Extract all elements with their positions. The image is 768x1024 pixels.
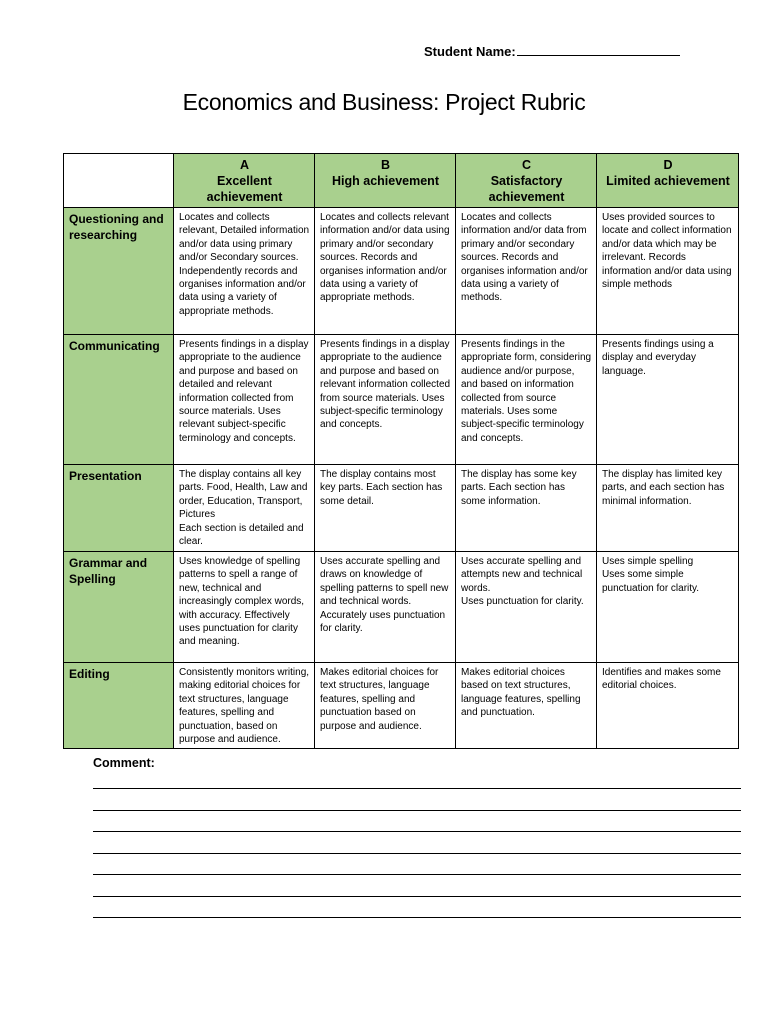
- descriptor-cell: The display contains most key parts. Each section has some detail.: [315, 465, 456, 552]
- descriptor-cell: Uses knowledge of spelling patterns to spell a range of new, technical and increasingly complex words, with accuracy. Effectively uses punctuation for clarity and meaning.: [174, 552, 315, 663]
- criterion-label: Questioning and researching: [64, 208, 174, 335]
- descriptor-cell: Uses accurate spelling and attempts new and technical words. Uses punctuation for clarity.: [456, 552, 597, 663]
- comment-label: Comment:: [93, 756, 155, 770]
- descriptor-cell: Consistently monitors writing, making editorial choices for text structures, language features, spelling and punctuation, based on purpose and audience.: [174, 663, 315, 749]
- rubric-row-communicating: [64, 335, 739, 465]
- descriptor-cell: Presents findings in a display appropriate to the audience and purpose and based on detailed and relevant information collected from source materials. Uses relevant subject-specific terminology and concepts.: [174, 335, 315, 465]
- descriptor-cell: The display has some key parts. Each section has some information.: [456, 465, 597, 552]
- criterion-label: Communicating: [64, 335, 174, 465]
- grade-header-b: [315, 154, 456, 208]
- descriptor-cell: Uses provided sources to locate and collect information and/or data which may be irrelevant. Records information and/or data using simple methods: [597, 208, 739, 335]
- descriptor-cell: The display contains all key parts. Food, Health, Law and order, Education, Transport, Pictures Each section is detailed and clear.: [174, 465, 315, 552]
- descriptor-cell: Presents findings using a display and everyday language.: [597, 335, 739, 465]
- descriptor-cell: Locates and collects information and/or data from primary and/or secondary sources. Records and organises information and/or data using a variety of methods.: [456, 208, 597, 335]
- grade-letter: D: [663, 158, 673, 172]
- descriptor-cell: Identifies and makes some editorial choices.: [597, 663, 739, 749]
- descriptor-cell: Presents findings in a display appropriate to the audience and purpose and based on relevant information collected from source materials. Uses subject-specific terminology and concepts.: [315, 335, 456, 465]
- grade-letter: B: [380, 158, 391, 172]
- rubric-row-grammar: [64, 552, 739, 663]
- grade-header-a: [174, 154, 315, 208]
- comment-line[interactable]: [93, 896, 741, 897]
- grade-header-d: [597, 154, 739, 208]
- descriptor-cell: The display has limited key parts, and each section has minimal information.: [597, 465, 739, 552]
- student-name-blank[interactable]: [517, 43, 680, 56]
- rubric-row-questioning: [64, 208, 739, 335]
- grade-label: Excellent achievement: [206, 174, 283, 204]
- descriptor-cell: Uses simple spelling Uses some simple punctuation for clarity.: [597, 552, 739, 663]
- criterion-label: Presentation: [64, 465, 174, 552]
- descriptor-cell: Makes editorial choices for text structures, language features, spelling and punctuation based on purpose and audience.: [315, 663, 456, 749]
- descriptor-cell: Uses accurate spelling and draws on knowledge of spelling patterns to spell new and technical words. Accurately uses punctuation for clarity.: [315, 552, 456, 663]
- grade-header-c: [456, 154, 597, 208]
- grade-header-row: [64, 154, 739, 208]
- comment-lines[interactable]: [93, 788, 741, 939]
- grade-label: Satisfactory achievement: [488, 174, 565, 204]
- criterion-label: Grammar and Spelling: [64, 552, 174, 663]
- comment-line[interactable]: [93, 917, 741, 918]
- student-name-label: Student Name:: [424, 44, 516, 59]
- rubric-row-editing: [64, 663, 739, 749]
- grade-letter: C: [521, 158, 532, 172]
- descriptor-cell: Presents findings in the appropriate form, considering audience and/or purpose, and based on information collected from source materials. Uses some subject-specific terminology and concepts.: [456, 335, 597, 465]
- grade-label: Limited achievement: [606, 174, 730, 188]
- comment-line[interactable]: [93, 874, 741, 875]
- comment-line[interactable]: [93, 788, 741, 789]
- student-name-field[interactable]: [424, 43, 680, 59]
- page-title: Economics and Business: Project Rubric: [182, 89, 586, 115]
- criterion-label: Editing: [64, 663, 174, 749]
- corner-cell: [64, 154, 174, 208]
- comment-line[interactable]: [93, 853, 741, 854]
- comment-line[interactable]: [93, 831, 741, 832]
- rubric-row-presentation: [64, 465, 739, 552]
- descriptor-cell: Makes editorial choices based on text structures, language features, spelling and punctuation.: [456, 663, 597, 749]
- rubric-table: [63, 153, 739, 749]
- grade-letter: A: [239, 158, 250, 172]
- grade-label: High achievement: [332, 174, 439, 188]
- descriptor-cell: Locates and collects relevant, Detailed information and/or data using primary and/or Secondary sources. Independently records and organises information and/or data using a variety of appropriate methods.: [174, 208, 315, 335]
- descriptor-cell: Locates and collects relevant information and/or data using primary and/or secondary sources. Records and organises information and/or data using a variety of appropriate methods.: [315, 208, 456, 335]
- comment-line[interactable]: [93, 810, 741, 811]
